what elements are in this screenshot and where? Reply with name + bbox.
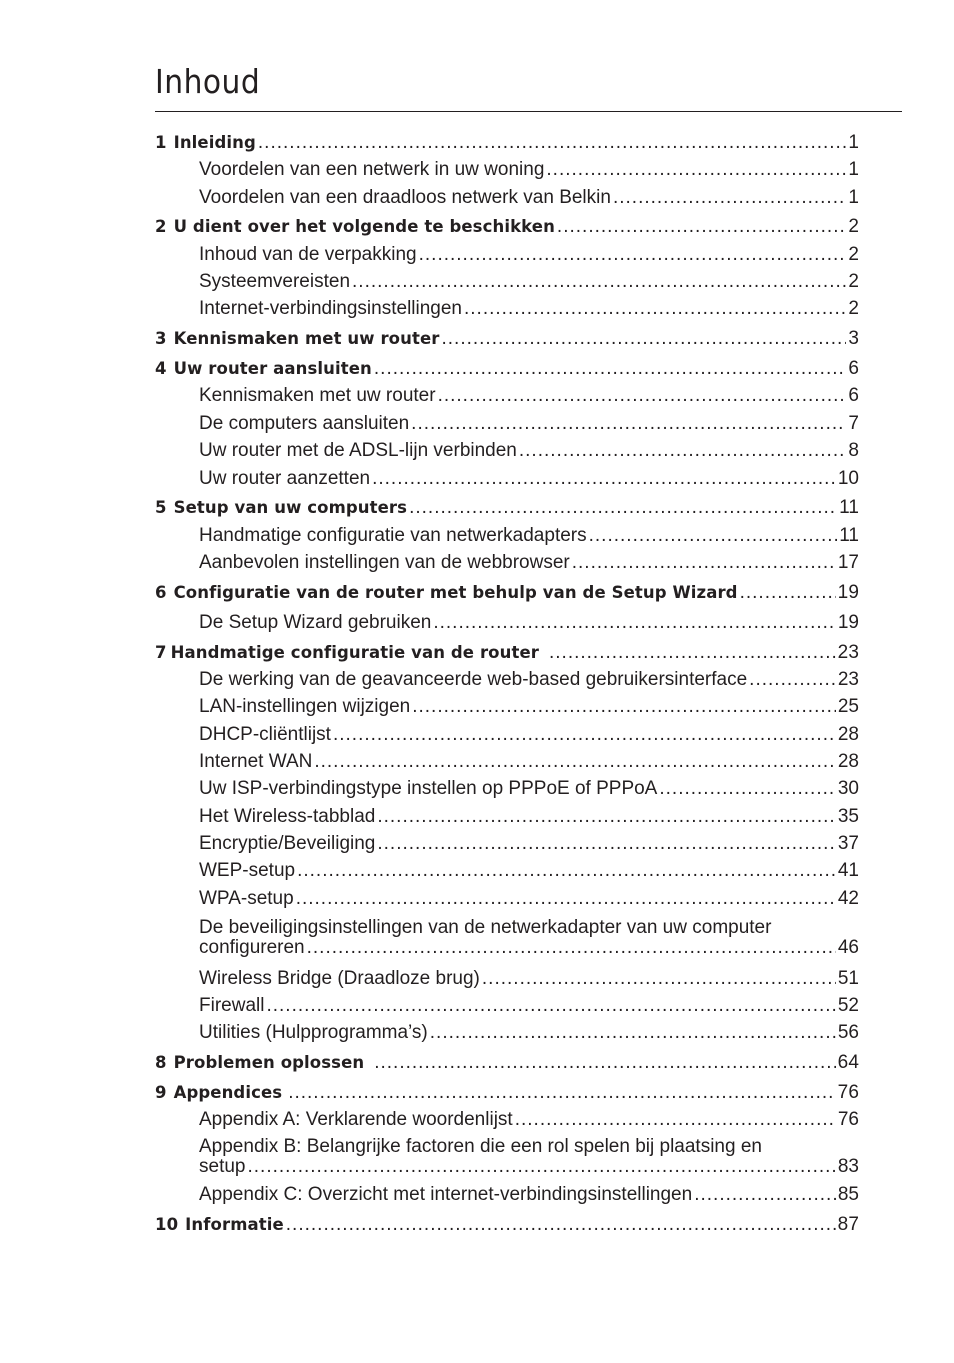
page-number: 76 <box>837 1082 859 1103</box>
toc-section[interactable] <box>155 1022 859 1044</box>
toc-section[interactable] <box>155 1136 859 1177</box>
chapter-number: 6 <box>155 583 167 602</box>
toc-section[interactable] <box>155 468 859 490</box>
chapter-title: U dient over het volgende te beschikken <box>173 217 555 236</box>
section-title: Aanbevolen instellingen van de webbrowser <box>199 552 570 573</box>
toc-section[interactable] <box>155 1109 859 1131</box>
page-number: 1 <box>848 187 859 208</box>
dot-leader <box>694 1184 836 1206</box>
section-title: Internet-verbindingsinstellingen <box>199 298 462 319</box>
dot-leader <box>352 271 846 293</box>
dot-leader <box>519 440 847 462</box>
toc-chapter[interactable] <box>155 216 859 238</box>
section-title: De computers aansluiten <box>199 413 410 434</box>
dot-leader <box>482 968 836 990</box>
page-number: 11 <box>839 497 859 518</box>
page-number: 10 <box>837 468 859 489</box>
chapter-title: Informatie <box>185 1215 284 1234</box>
dot-leader <box>546 159 846 181</box>
page-number: 6 <box>848 358 859 379</box>
chapter-title: Problemen oplossen <box>173 1053 365 1072</box>
toc-section[interactable] <box>155 271 859 293</box>
dot-leader <box>286 1214 836 1236</box>
chapter-title: Inleiding <box>173 133 256 152</box>
section-title: Voordelen van een netwerk in uw woning <box>199 159 545 180</box>
dot-leader <box>412 696 836 718</box>
dot-leader <box>613 187 846 209</box>
section-title: WEP-setup <box>199 860 296 881</box>
section-title: De werking van de geavanceerde web-based gebruikersinterface <box>199 669 748 690</box>
section-title: Inhoud van de verpakking <box>199 244 417 265</box>
section-title: Het Wireless-tabblad <box>199 806 376 827</box>
toc-section[interactable] <box>155 440 859 462</box>
toc-section[interactable] <box>155 525 859 547</box>
dot-leader <box>307 938 836 958</box>
chapter-number: 2 <box>155 217 167 236</box>
page-number: 6 <box>848 385 859 406</box>
section-title: Appendix C: Overzicht met internet-verbindingsinstellingen <box>199 1184 693 1205</box>
page-number: 87 <box>837 1214 859 1235</box>
dot-leader <box>297 860 836 882</box>
dot-leader <box>572 552 836 574</box>
toc-section[interactable] <box>155 724 859 746</box>
section-title: DHCP-cliëntlijst <box>199 724 331 745</box>
dot-leader <box>549 642 836 664</box>
dot-leader <box>374 358 846 380</box>
toc-chapter[interactable] <box>155 358 859 380</box>
dot-leader <box>374 1052 835 1074</box>
page-number: 37 <box>837 833 859 854</box>
page-number: 2 <box>848 298 859 319</box>
page-number: 2 <box>848 271 859 292</box>
section-title: WPA-setup <box>199 888 294 909</box>
toc-section[interactable] <box>155 552 859 574</box>
page-number: 56 <box>837 1022 859 1043</box>
page-number: 2 <box>848 216 859 237</box>
dot-leader <box>430 1022 836 1044</box>
toc-section[interactable] <box>155 1184 859 1206</box>
page-title: Inhoud <box>155 62 261 101</box>
section-title: Utilities (Hulpprogramma’s) <box>199 1022 428 1043</box>
dot-leader <box>266 995 835 1017</box>
section-title: Appendix A: Verklarende woordenlijst <box>199 1109 513 1130</box>
dot-leader <box>372 468 836 490</box>
toc-section[interactable] <box>155 298 859 320</box>
section-title-continued: setup <box>199 1156 246 1177</box>
section-title: Encryptie/Beveiliging <box>199 833 376 854</box>
chapter-number: 3 <box>155 329 167 348</box>
toc-section[interactable] <box>155 385 859 407</box>
dot-leader <box>433 612 836 634</box>
toc-section[interactable] <box>155 159 859 181</box>
section-title: Firewall <box>199 995 265 1016</box>
toc-chapter[interactable] <box>155 1082 859 1104</box>
dot-leader <box>438 385 847 407</box>
chapter-number: 5 <box>155 498 167 517</box>
page-number: 2 <box>848 244 859 265</box>
toc-section[interactable] <box>155 187 859 209</box>
toc-section[interactable] <box>155 968 859 990</box>
page-number: 41 <box>837 860 859 881</box>
toc-chapter[interactable] <box>155 328 859 350</box>
page-number: 52 <box>837 995 859 1016</box>
page-number: 23 <box>837 642 859 663</box>
page-number: 28 <box>837 724 859 745</box>
dot-leader <box>740 582 836 604</box>
section-title: Uw router met de ADSL-lijn verbinden <box>199 440 517 461</box>
dot-leader <box>258 132 846 154</box>
toc-section[interactable] <box>155 696 859 718</box>
dot-leader <box>515 1109 836 1131</box>
section-title: De beveiligingsinstellingen van de netwerkadapter van uw computer <box>199 917 772 938</box>
section-title: Uw ISP-verbindingstype instellen op PPPoE of PPPoA <box>199 778 658 799</box>
toc-chapter[interactable] <box>155 1214 859 1236</box>
toc-section[interactable] <box>155 751 859 773</box>
page-number: 25 <box>837 696 859 717</box>
section-title-continued: configureren <box>199 937 305 958</box>
chapter-number: 4 <box>155 359 167 378</box>
toc-section[interactable] <box>155 917 859 958</box>
toc-section[interactable] <box>155 860 859 882</box>
toc-chapter[interactable] <box>155 1052 859 1074</box>
chapter-title: Uw router aansluiten <box>173 359 372 378</box>
toc-chapter[interactable] <box>155 582 859 604</box>
section-title: Uw router aanzetten <box>199 468 371 489</box>
chapter-title: Appendices <box>173 1083 283 1102</box>
toc-section[interactable] <box>155 612 859 634</box>
page-number: 28 <box>837 751 859 772</box>
page-number: 1 <box>848 159 859 180</box>
dot-leader <box>409 497 837 519</box>
dot-leader <box>411 413 846 435</box>
page-number: 17 <box>837 552 859 573</box>
chapter-title: Handmatige configuratie van de router <box>170 643 539 662</box>
section-title: Handmatige configuratie van netwerkadapters <box>199 525 587 546</box>
toc-section[interactable] <box>155 244 859 266</box>
dot-leader <box>314 751 836 773</box>
page-number: 42 <box>837 888 859 909</box>
page-number: 3 <box>848 328 859 349</box>
chapter-number: 8 <box>155 1053 167 1072</box>
toc-section[interactable] <box>155 995 859 1017</box>
page-number: 35 <box>837 806 859 827</box>
toc-chapter[interactable] <box>155 132 859 154</box>
dot-leader <box>377 806 836 828</box>
dot-leader <box>247 1157 835 1177</box>
chapter-number: 1 <box>155 133 167 152</box>
page-number: 1 <box>848 132 859 153</box>
page-number: 19 <box>837 612 859 633</box>
toc-section[interactable] <box>155 806 859 828</box>
toc-section[interactable] <box>155 413 859 435</box>
page-number: 76 <box>837 1109 859 1130</box>
dot-leader <box>464 298 846 320</box>
dot-leader <box>749 669 836 691</box>
toc-section[interactable] <box>155 669 859 691</box>
section-title: LAN-instellingen wijzigen <box>199 696 411 717</box>
dot-leader <box>296 888 836 910</box>
page-number: 85 <box>837 1184 859 1205</box>
page-number: 83 <box>837 1156 859 1177</box>
toc-section[interactable] <box>155 778 859 800</box>
page-number: 7 <box>848 413 859 434</box>
chapter-title: Kennismaken met uw router <box>173 329 440 348</box>
page-number: 51 <box>837 968 859 989</box>
section-title: Kennismaken met uw router <box>199 385 436 406</box>
page-number: 64 <box>837 1052 859 1073</box>
page-number: 11 <box>839 525 859 546</box>
section-title: Systeemvereisten <box>199 271 351 292</box>
page-number: 46 <box>837 937 859 958</box>
section-title: De Setup Wizard gebruiken <box>199 612 432 633</box>
dot-leader <box>288 1082 835 1104</box>
page-number: 30 <box>837 778 859 799</box>
title-divider <box>155 111 902 112</box>
chapter-number: 7 <box>155 643 167 662</box>
section-title: Internet WAN <box>199 751 313 772</box>
page-number: 23 <box>837 669 859 690</box>
page-number: 8 <box>848 440 859 461</box>
dot-leader <box>659 778 836 800</box>
toc-chapter[interactable] <box>155 497 859 519</box>
chapter-title: Setup van uw computers <box>173 498 408 517</box>
dot-leader <box>333 724 836 746</box>
chapter-title: Configuratie van de router met behulp van de Setup Wizard <box>173 583 738 602</box>
dot-leader <box>441 328 846 350</box>
toc-section[interactable] <box>155 888 859 910</box>
toc-chapter[interactable] <box>155 642 859 664</box>
section-title: Appendix B: Belangrijke factoren die een rol spelen bij plaatsing en <box>199 1136 762 1157</box>
toc-section[interactable] <box>155 833 859 855</box>
dot-leader <box>377 833 835 855</box>
section-title: Wireless Bridge (Draadloze brug) <box>199 968 480 989</box>
section-title: Voordelen van een draadloos netwerk van Belkin <box>199 187 611 208</box>
page-number: 19 <box>837 582 859 603</box>
chapter-number: 10 <box>155 1215 179 1234</box>
dot-leader <box>419 244 847 266</box>
dot-leader <box>589 525 838 547</box>
chapter-number: 9 <box>155 1083 167 1102</box>
dot-leader <box>557 216 846 238</box>
